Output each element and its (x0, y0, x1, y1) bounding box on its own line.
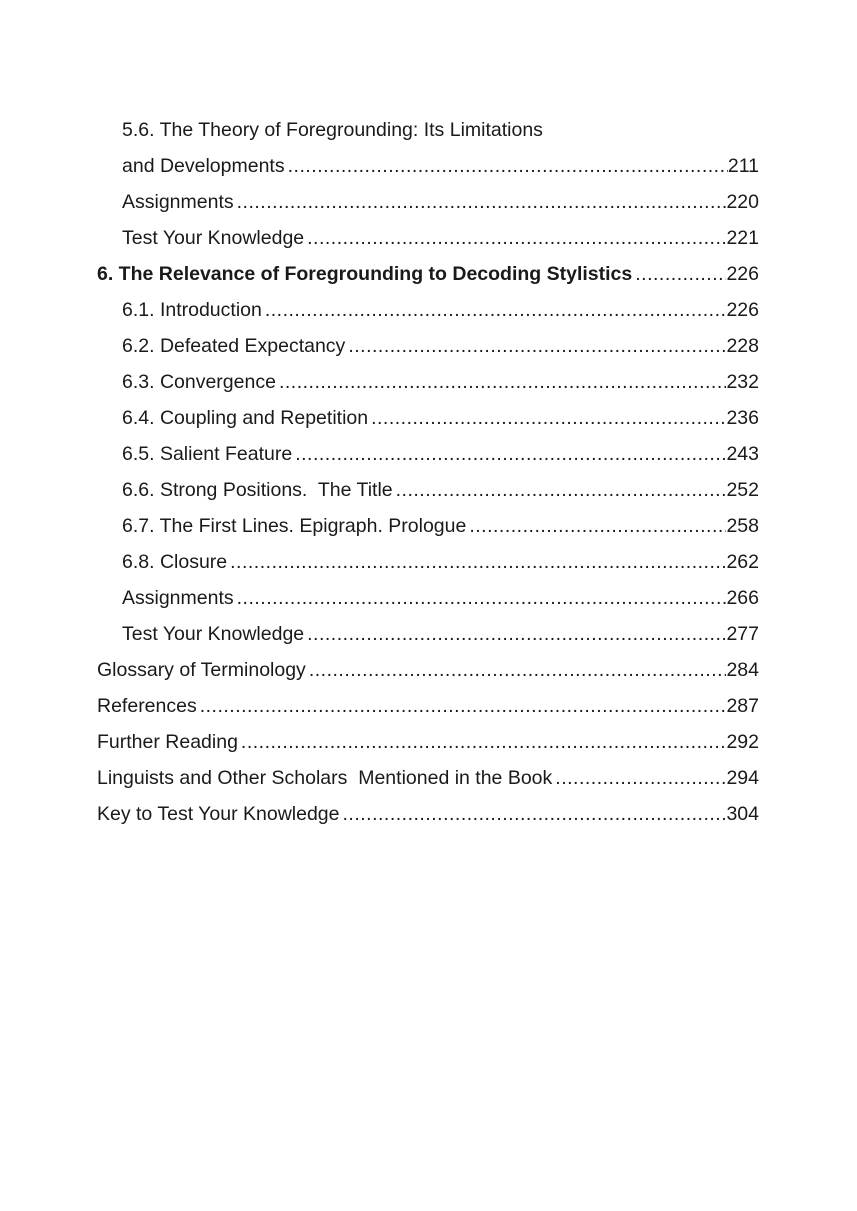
toc-entry (97, 472, 759, 508)
toc-entry-page: 232 (726, 371, 759, 393)
toc-entry-page: 226 (726, 299, 759, 321)
toc-entry-title: 6. The Relevance of Foregrounding to Decoding Stylistics (97, 263, 633, 285)
toc-entry-page: 243 (726, 443, 759, 465)
dot-leader (276, 364, 727, 400)
toc-entry (97, 796, 759, 832)
toc-entry-title: 6.2. Defeated Expectancy (122, 335, 346, 357)
dot-leader (285, 148, 728, 184)
dot-leader (227, 544, 726, 580)
toc-entry (97, 364, 759, 400)
dot-leader (339, 796, 726, 832)
dot-leader (262, 292, 727, 328)
toc-entry-page: 292 (726, 731, 759, 753)
toc-entry-title: 6.5. Salient Feature (122, 443, 293, 465)
dot-leader (345, 328, 726, 364)
toc-entry (97, 724, 759, 760)
toc-entry-page: 284 (726, 659, 759, 681)
toc-entry (97, 220, 759, 256)
toc-entry-title: 6.1. Introduction (122, 299, 262, 321)
toc-entry (97, 652, 759, 688)
dot-leader (466, 508, 726, 544)
toc-entry-title: 6.4. Coupling and Repetition (122, 407, 369, 429)
toc-entry-title: 5.6. The Theory of Foregrounding: Its Limitations (122, 119, 543, 141)
dot-leader (234, 580, 727, 616)
dot-leader (304, 220, 726, 256)
toc-entry (97, 508, 759, 544)
dot-leader (552, 760, 726, 796)
dot-leader (234, 184, 727, 220)
toc-entry-page: 287 (726, 695, 759, 717)
dot-leader (197, 688, 727, 724)
table-of-contents (97, 112, 759, 832)
toc-entry (97, 292, 759, 328)
toc-entry-title: Test Your Knowledge (122, 227, 305, 249)
toc-entry-title: 6.8. Closure (122, 551, 228, 573)
dot-leader (393, 472, 727, 508)
toc-entry-page: 262 (726, 551, 759, 573)
toc-entry-title: 6.7. The First Lines. Epigraph. Prologue (122, 515, 467, 537)
dot-leader (304, 616, 726, 652)
toc-entry-page: 211 (727, 155, 759, 177)
toc-entry (97, 760, 759, 796)
toc-entry-page: 220 (726, 191, 759, 213)
toc-entry-title: Assignments (122, 191, 234, 213)
toc-entry-title: Glossary of Terminology (97, 659, 306, 681)
toc-entry (97, 328, 759, 364)
dot-leader (292, 436, 726, 472)
toc-entry (97, 112, 759, 148)
toc-entry (97, 580, 759, 616)
toc-entry-title: Key to Test Your Knowledge (97, 803, 340, 825)
toc-entry (97, 688, 759, 724)
toc-entry (97, 616, 759, 652)
toc-entry-page: 266 (726, 587, 759, 609)
toc-entry-page: 304 (726, 803, 759, 825)
toc-entry (97, 400, 759, 436)
toc-entry-title: Further Reading (97, 731, 238, 753)
toc-chapter-entry (97, 256, 759, 292)
dot-leader (306, 652, 727, 688)
toc-entry-title: and Developments (122, 155, 285, 177)
toc-entry (97, 148, 759, 184)
toc-entry-page: 221 (726, 227, 759, 249)
toc-entry-title: 6.6. Strong Positions. The Title (122, 479, 393, 501)
dot-leader (238, 724, 727, 760)
toc-entry-title: 6.3. Convergence (122, 371, 276, 393)
toc-entry-page: 228 (726, 335, 759, 357)
dot-leader (632, 256, 726, 292)
toc-entry (97, 184, 759, 220)
toc-entry-page: 258 (726, 515, 759, 537)
toc-entry-page: 252 (726, 479, 759, 501)
toc-entry-title: Assignments (122, 587, 234, 609)
toc-entry-title: Test Your Knowledge (122, 623, 305, 645)
toc-entry-page: 236 (726, 407, 759, 429)
toc-entry-title: Linguists and Other Scholars Mentioned in the Book (97, 767, 553, 789)
toc-entry (97, 436, 759, 472)
dot-leader (368, 400, 726, 436)
toc-entry-page: 226 (726, 263, 759, 285)
toc-entry (97, 544, 759, 580)
toc-entry-page: 294 (726, 767, 759, 789)
toc-entry-title: References (97, 695, 197, 717)
toc-entry-page: 277 (726, 623, 759, 645)
